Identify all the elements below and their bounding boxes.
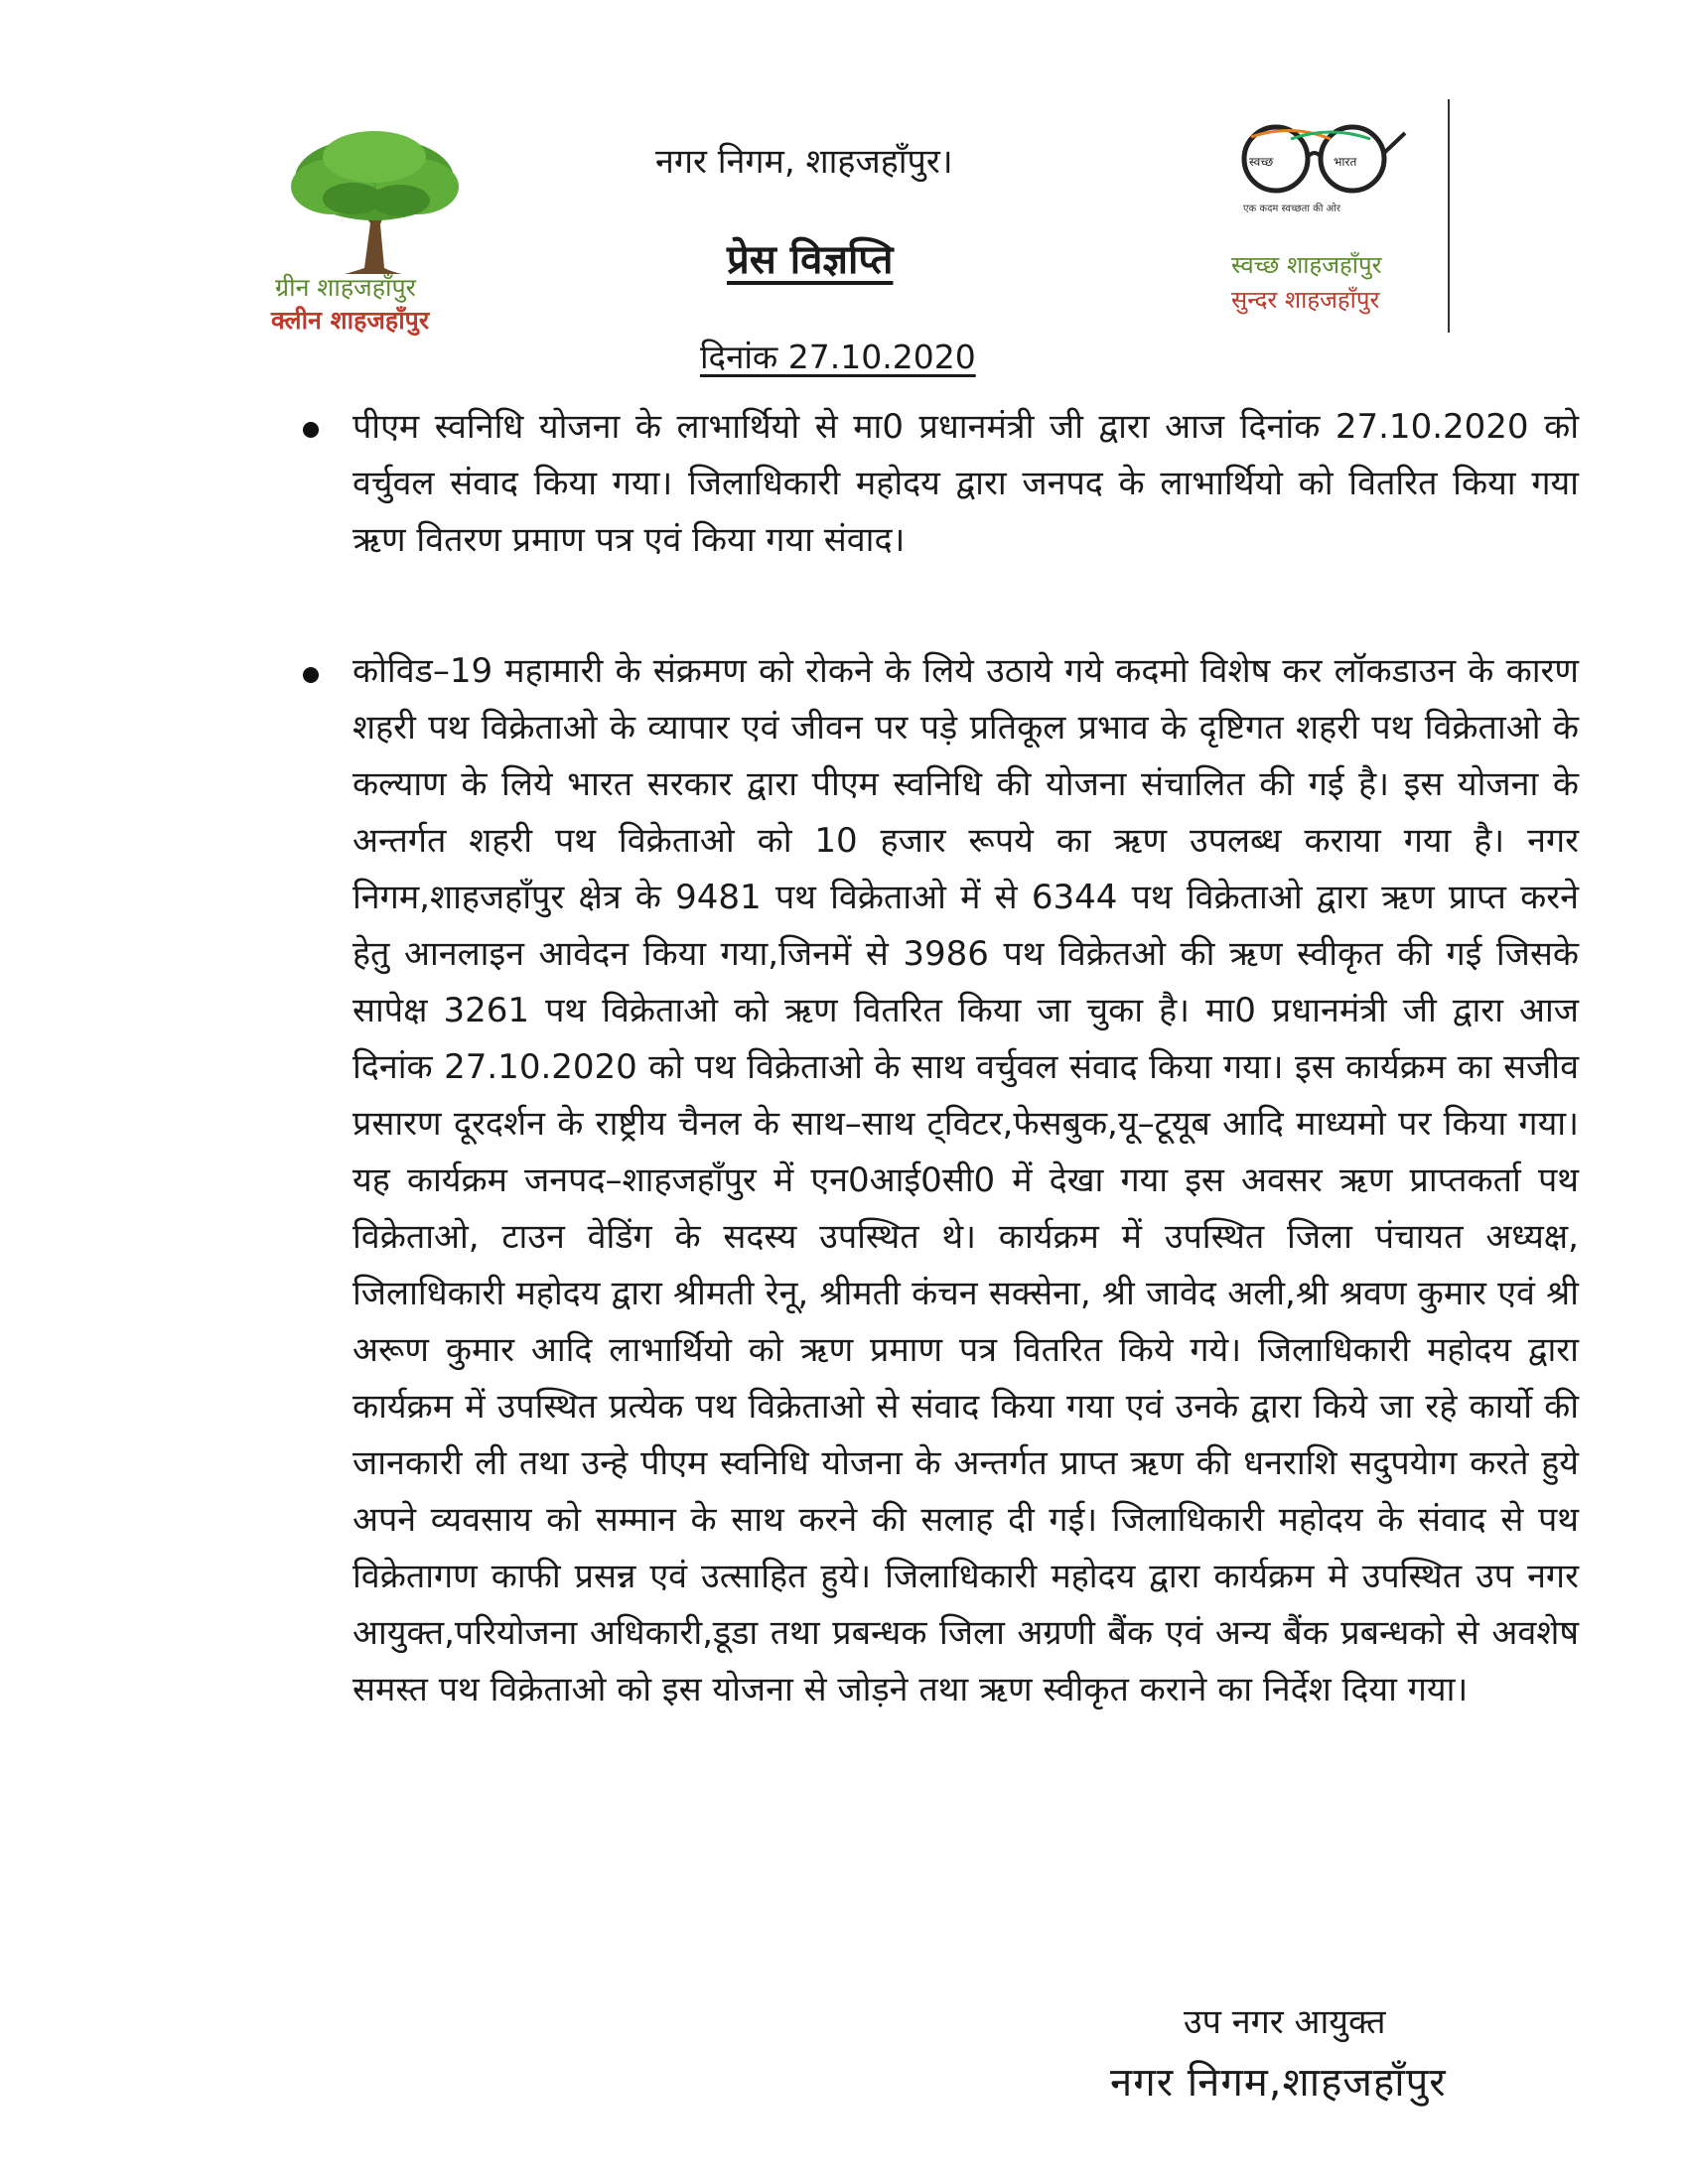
green-shahjahanpur-logo — [253, 129, 492, 342]
logo-right-line1: स्वच्छ शाहजहाँपुर — [1231, 251, 1382, 279]
glass-right-text: भारत — [1334, 155, 1357, 169]
body-paragraph-2: कोविड–19 महामारी के संक्रमण को रोकने के लिये उठाये गये कदमो विशेष कर लॉकडाउन के कारण शहरी पथ विक्रेताओ के व्यापार एवं जीवन पर पड़े प्रतिकूल प्रभाव के दृष्टिगत शहरी पथ विक्रेताओ के कल्याण के लिये भारत सरकार द्वारा पीएम स्वनिधि की योजना संचालित की गई है। इस योजना के अन्तर्गत शहरी पथ विक्रेताओ को 10 हजार रूपये का ऋण उपलब्ध कराया गया है। नगर निगम,शाहजहाँपुर क्षेत्र के 9481 पथ विक्रेताओ में से 6344 पथ विक्रेताओ द्वारा ऋण प्राप्त करने हेतु आनलाइन आवेदन किया गया,जिनमें से 3986 पथ विक्रेतओ की ऋण स्वीकृत की गई जिसके सापेक्ष 3261 पथ विक्रेताओ को ऋण वितरित किया जा चुका है। मा0 प्रधानमंत्री जी द्वारा आज दिनांक 27.10.2020 को पथ विक्रेताओ के साथ वर्चुवल संवाद किया गया। इस कार्यक्रम का सजीव प्रसारण दूरदर्शन के राष्ट्रीय चैनल के साथ–साथ ट्विटर,फेसबुक,यू–टूयूब आदि माध्यमो पर किया गया। यह कार्यक्रम जनपद–शाहजहाँपुर में एन0आई0सी0 में देखा गया इस अवसर ऋण प्राप्तकर्ता पथ विक्रेताओ, टाउन वेडिंग के सदस्य उपस्थित थे। कार्यक्रम में उपस्थित जिला पंचायत अध्यक्ष, जिलाधिकारी महोदय द्वारा श्रीमती रेनू, श्रीमती कंचन सक्सेना, श्री जावेद अली,श्री श्रवण कुमार एवं श्री अरूण कुमार आदि लाभार्थियो को ऋण प्रमाण पत्र वितरित किये गये। जिलाधिकारी महोदय द्वारा कार्यक्रम में उपस्थित प्रत्येक पथ विक्रेताओ से संवाद किया गया एवं उनके द्वारा किये जा रहे कार्यो की जानकारी ली तथा उन्हे पीएम स्वनिधि योजना के अन्तर्गत प्राप्त ऋण की धनराशि सदुपयेाग करते हुये अपने व्यवसाय को सम्मान के साथ करने की सलाह दी गई। जिलाधिकारी महोदय के संवाद से पथ विक्रेतागण काफी प्रसन्न एवं उत्साहित हुये। जिलाधिकारी महोदय द्वारा कार्यक्रम मे उपस्थित उप नगर आयुक्त,परियोजना अधिकारी,डूडा तथा प्रबन्धक जिला अग्रणी बैंक एवं अन्य बैंक प्रबन्धको से अवशेष समस्त पथ विक्रेताओ को इस योजना से जोड़ने तथा ऋण स्वीकृत कराने का निर्देश दिया गया। — [352, 651, 1579, 1709]
tree-icon — [253, 129, 492, 278]
swachh-bharat-logo — [1231, 109, 1455, 338]
bullet-icon — [303, 667, 319, 683]
swachh-tagline: एक कदम स्वच्छता की ओर — [1243, 204, 1340, 214]
glass-left-text: स्वच्छ — [1249, 155, 1274, 169]
logo-right-line2: सुन्दर शाहजहाँपुर — [1231, 286, 1380, 314]
logo-left-line2: क्लीन शाहजहाँपुर — [271, 306, 430, 335]
release-date: दिनांक 27.10.2020 — [700, 338, 976, 376]
body-paragraph-1: पीएम स्वनिधि योजना के लाभार्थियो से मा0 प्रधानमंत्री जी द्वारा आज दिनांक 27.10.2020 को वर्चुवल संवाद किया गया। जिलाधिकारी महोदय द्वारा जनपद के लाभार्थियो को वितरित किया गया ऋण वितरण प्रमाण पत्र एवं किया गया संवाद। — [352, 407, 1579, 560]
press-release-title: प्रेस विज्ञप्ति — [727, 237, 894, 283]
vertical-divider — [1448, 99, 1450, 333]
organization-title: नगर निगम, शाहजहाँपुर। — [655, 142, 953, 182]
bullet-icon — [303, 422, 319, 438]
signature-designation: उप नगर आयुक्त — [1184, 2002, 1386, 2042]
logo-left-line1: ग्रीन शाहजहाँपुर — [275, 273, 416, 302]
signature-office: नगर निगम,शाहजहाँपुर — [1110, 2060, 1447, 2106]
